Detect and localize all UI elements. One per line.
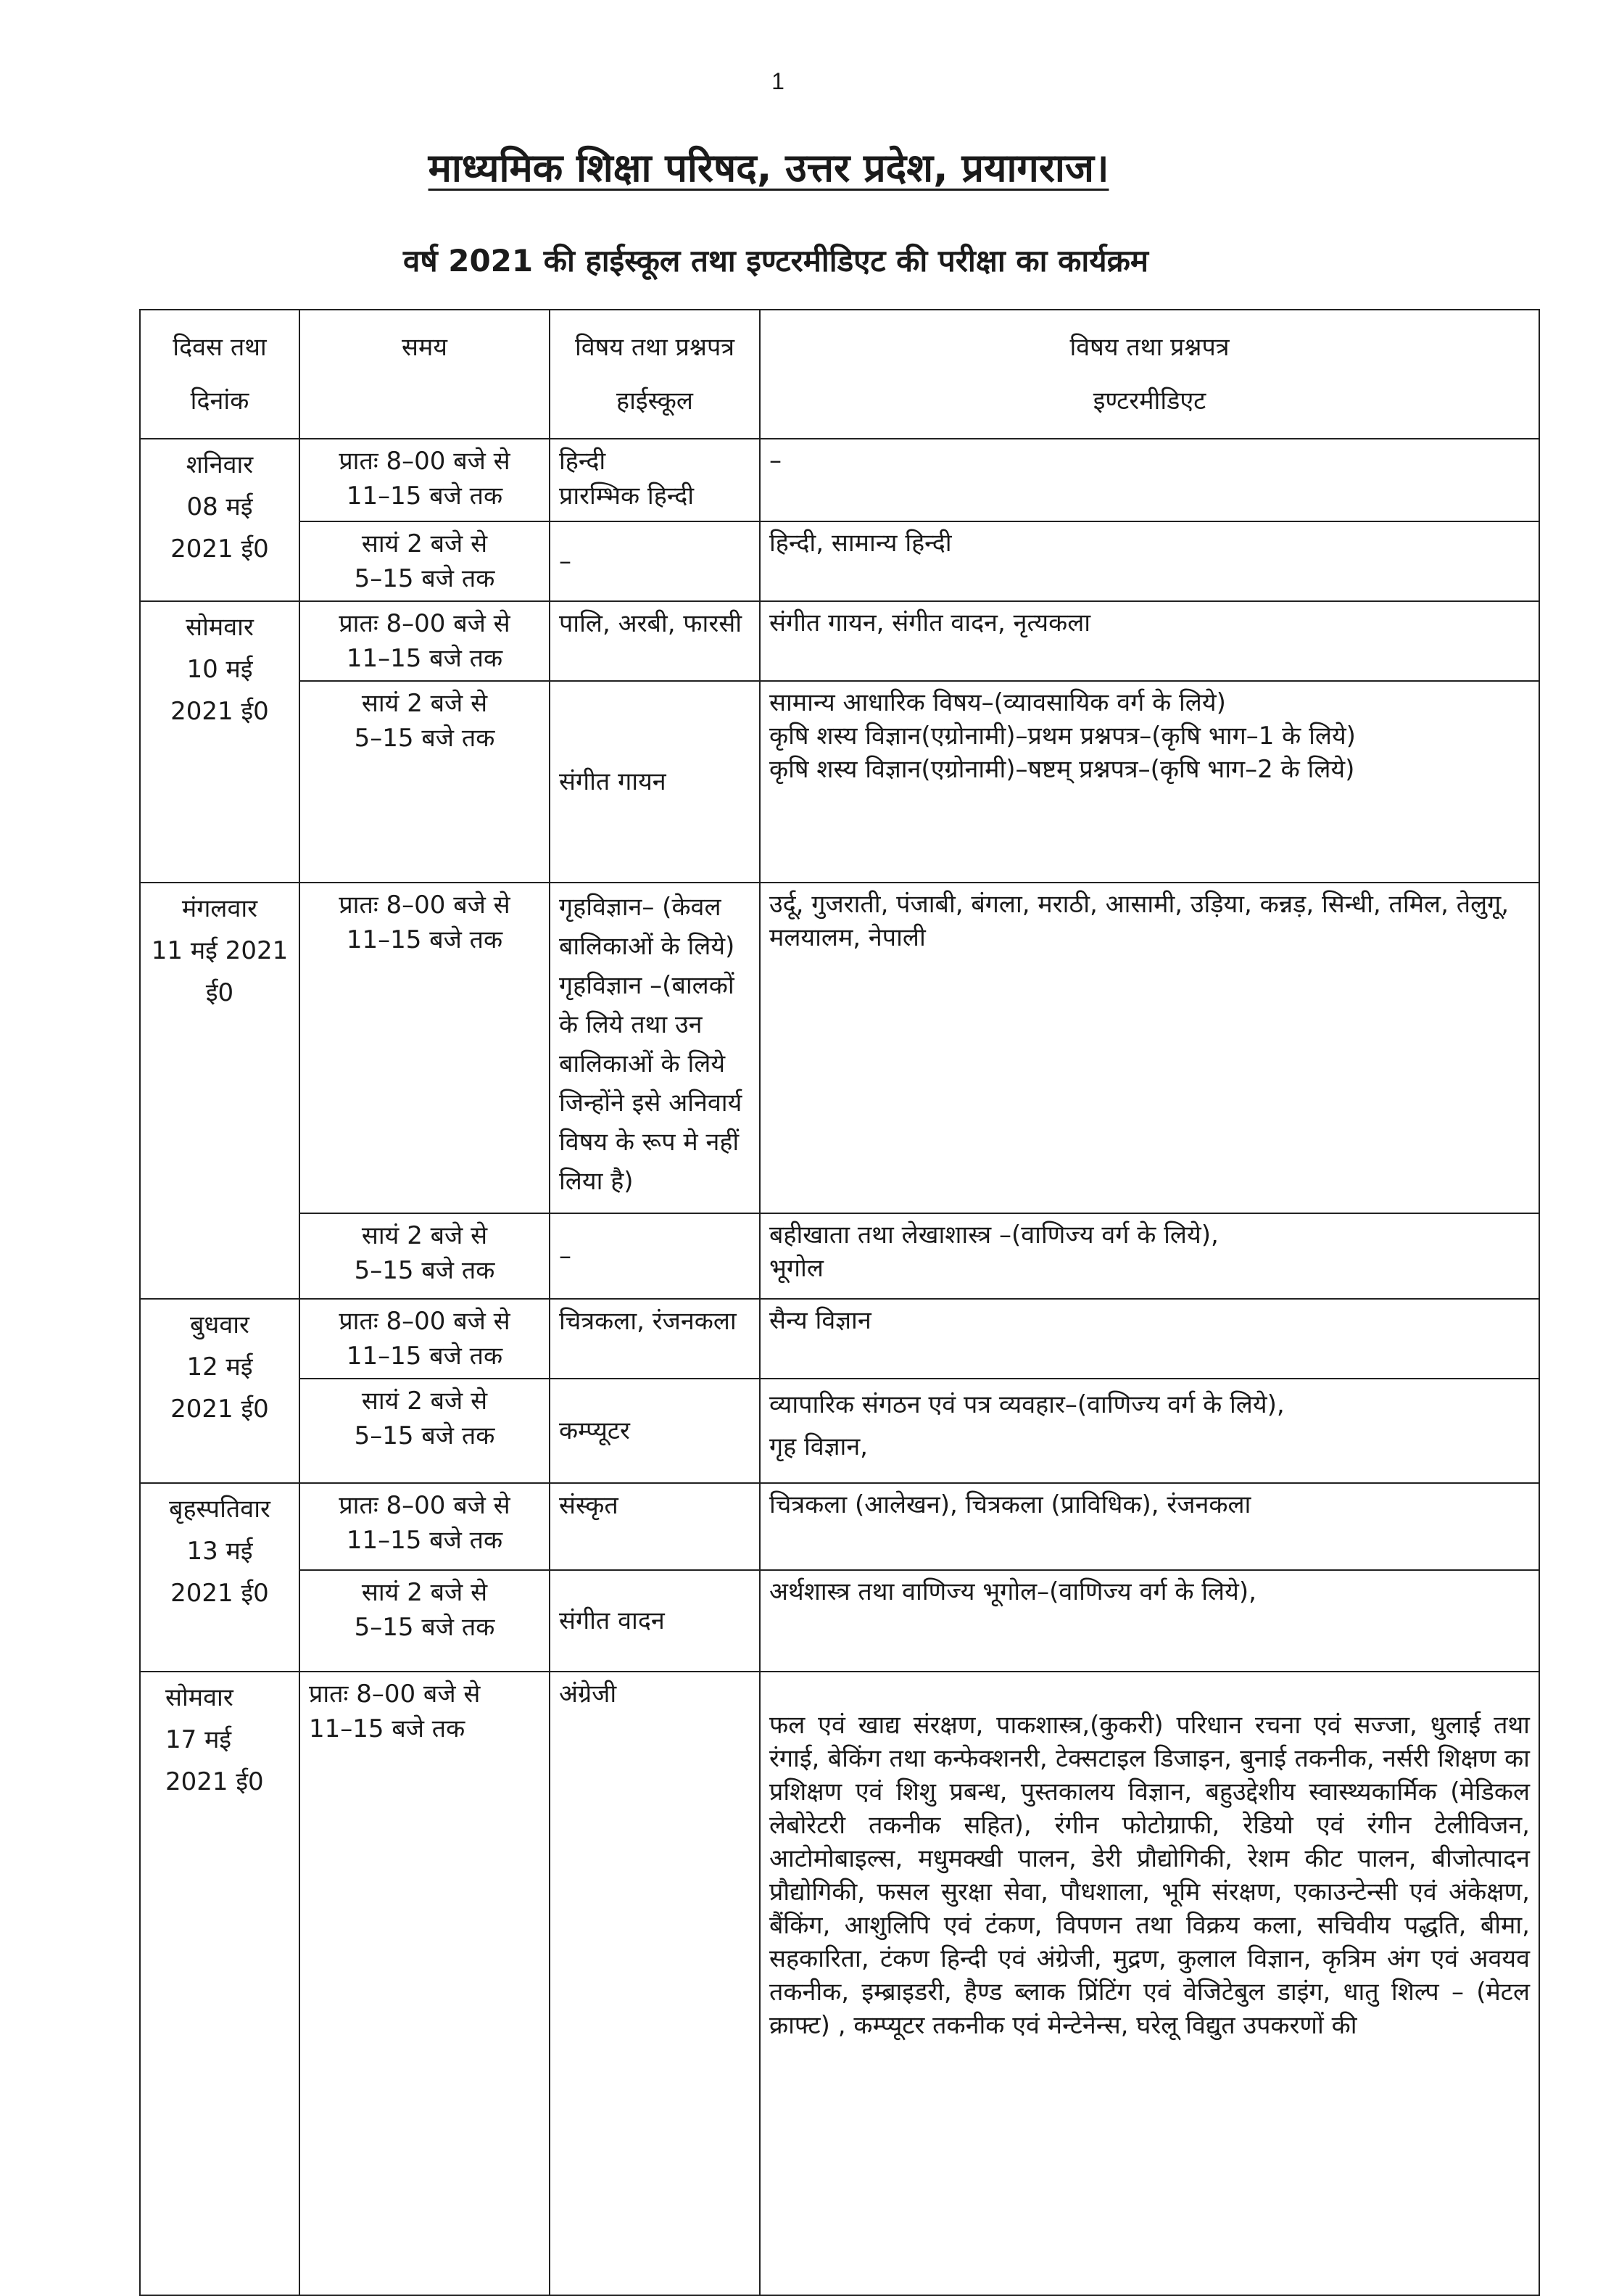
- table-row: [140, 439, 1539, 521]
- table-row: [140, 883, 1539, 1213]
- header-intermediate: विषय तथा प्रश्नपत्र इण्टरमीडिएट: [760, 310, 1539, 439]
- highschool-cell: अंग्रेजी: [550, 1672, 760, 2295]
- time-cell: प्रातः 8–00 बजे से 11–15 बजे तक: [299, 439, 550, 521]
- time-cell: प्रातः 8–00 बजे से 11–15 बजे तक: [299, 1299, 550, 1379]
- table-row: [140, 601, 1539, 681]
- time-cell: प्रातः 8–00 बजे से 11–15 बजे तक: [299, 1672, 550, 2295]
- page-title: माध्यमिक शिक्षा परिषद, उत्तर प्रदेश, प्रयागराज।: [428, 145, 1109, 191]
- table-row: [140, 681, 1539, 883]
- page-number: 1: [771, 68, 784, 94]
- time-cell: सायं 2 बजे से 5–15 बजे तक: [299, 681, 550, 883]
- table-row: [140, 1672, 1539, 2295]
- intermediate-cell: फल एवं खाद्य संरक्षण, पाकशास्त्र,(कुकरी) परिधान रचना एवं सज्जा, धुलाई तथा रंगाई, बेकिंग तथा कन्फेक्शनरी, टेक्सटाइल डिजाइन, बुनाई तकनीक, नर्सरी शिक्षण का प्रशिक्षण एवं शिशु प्रबन्ध, पुस्तकालय विज्ञान, बहुउद्देशीय स्वास्थ्यकार्मिक (मेडिकल लेबोरेटरी तकनीक सहित), रंगीन फोटोग्राफी, रेडियो एवं रंगीन टेलीविजन, आटोमोबाइल्स, मधुमक्खी पालन, डेरी प्रौद्योगिकी, रेशम कीट पालन, बीजोत्पादन प्रौद्योगिकी, फसल सुरक्षा सेवा, पौधशाला, भूमि संरक्षण, एकाउन्टेन्सी एवं अंकेक्षण, बैंकिंग, आशुलिपि एवं टंकण, विपणन तथा विक्रय कला, सचिवीय पद्धति, बीमा, सहकारिता, टंकण हिन्दी एवं अंग्रेजी, मुद्रण, कुलाल विज्ञान, कृत्रिम अंग एवं अवयव तकनीक, इम्ब्राइडरी, हैण्ड ब्लाक प्रिंटिंग एवं वेजिटेबुल डाइंग, धातु शिल्प – (मेटल क्राफ्ट) , कम्प्यूटर तकनीक एवं मेन्टेनेन्स, घरेलू विद्युत उपकरणों की: [760, 1672, 1539, 2295]
- time-cell: सायं 2 बजे से 5–15 बजे तक: [299, 1570, 550, 1672]
- intermediate-cell: व्यापारिक संगठन एवं पत्र व्यवहार–(वाणिज्य वर्ग के लिये), गृह विज्ञान,: [760, 1379, 1539, 1483]
- intermediate-cell: हिन्दी, सामान्य हिन्दी: [760, 521, 1539, 601]
- intermediate-cell: संगीत गायन, संगीत वादन, नृत्यकला: [760, 601, 1539, 681]
- day-cell: बृहस्पतिवार 13 मई 2021 ई0: [140, 1483, 299, 1672]
- highschool-cell: संस्कृत: [550, 1483, 760, 1570]
- header-highschool: विषय तथा प्रश्नपत्र हाईस्कूल: [550, 310, 760, 439]
- day-cell: सोमवार 10 मई 2021 ई0: [140, 601, 299, 883]
- table-row: [140, 1483, 1539, 1570]
- highschool-cell: –: [550, 1213, 760, 1299]
- table-row: [140, 1213, 1539, 1299]
- highschool-cell: –: [550, 521, 760, 601]
- time-cell: प्रातः 8–00 बजे से 11–15 बजे तक: [299, 883, 550, 1213]
- table-header-row: [140, 310, 1539, 439]
- highschool-cell: चित्रकला, रंजनकला: [550, 1299, 760, 1379]
- intermediate-cell: उर्दू, गुजराती, पंजाबी, बंगला, मराठी, आसामी, उड़िया, कन्नड़, सिन्धी, तमिल, तेलुगू, मलयालम, नेपाली: [760, 883, 1539, 1213]
- page-subtitle: वर्ष 2021 की हाईस्कूल तथा इण्टरमीडिएट की परीक्षा का कार्यक्रम: [402, 243, 1148, 278]
- table-row: [140, 1299, 1539, 1379]
- highschool-cell: कम्प्यूटर: [550, 1379, 760, 1483]
- time-cell: प्रातः 8–00 बजे से 11–15 बजे तक: [299, 601, 550, 681]
- highschool-cell: हिन्दी प्रारम्भिक हिन्दी: [550, 439, 760, 521]
- intermediate-cell: सैन्य विज्ञान: [760, 1299, 1539, 1379]
- table-row: [140, 1570, 1539, 1672]
- time-cell: सायं 2 बजे से 5–15 बजे तक: [299, 1379, 550, 1483]
- table-row: [140, 521, 1539, 601]
- time-cell: सायं 2 बजे से 5–15 बजे तक: [299, 521, 550, 601]
- day-cell: शनिवार 08 मई 2021 ई0: [140, 439, 299, 601]
- header-day-date: दिवस तथा दिनांक: [140, 310, 299, 439]
- day-cell: मंगलवार 11 मई 2021 ई0: [140, 883, 299, 1299]
- intermediate-cell: बहीखाता तथा लेखाशास्त्र –(वाणिज्य वर्ग के लिये), भूगोल: [760, 1213, 1539, 1299]
- intermediate-cell: चित्रकला (आलेखन), चित्रकला (प्राविधिक), रंजनकला: [760, 1483, 1539, 1570]
- day-cell: सोमवार 17 मई 2021 ई0: [140, 1672, 299, 2295]
- table-row: [140, 1379, 1539, 1483]
- highschool-cell: संगीत गायन: [550, 681, 760, 883]
- header-time: समय: [299, 310, 550, 439]
- intermediate-cell: –: [760, 439, 1539, 521]
- time-cell: सायं 2 बजे से 5–15 बजे तक: [299, 1213, 550, 1299]
- time-cell: प्रातः 8–00 बजे से 11–15 बजे तक: [299, 1483, 550, 1570]
- highschool-cell: पालि, अरबी, फारसी: [550, 601, 760, 681]
- highschool-cell: गृहविज्ञान– (केवल बालिकाओं के लिये) गृहविज्ञान –(बालकों के लिये तथा उन बालिकाओं के लिये जिन्होंने इसे अनिवार्य विषय के रूप मे नहीं लिया है): [550, 883, 760, 1213]
- exam-schedule-table: [139, 309, 1540, 2296]
- intermediate-cell: अर्थशास्त्र तथा वाणिज्य भूगोल–(वाणिज्य वर्ग के लिये),: [760, 1570, 1539, 1672]
- intermediate-cell: सामान्य आधारिक विषय–(व्यावसायिक वर्ग के लिये) कृषि शस्य विज्ञान(एग्रोनामी)–प्रथम प्रश्नपत्र–(कृषि भाग–1 के लिये) कृषि शस्य विज्ञान(एग्रोनामी)–षष्टम् प्रश्नपत्र–(कृषि भाग–2 के लिये): [760, 681, 1539, 883]
- highschool-cell: संगीत वादन: [550, 1570, 760, 1672]
- day-cell: बुधवार 12 मई 2021 ई0: [140, 1299, 299, 1483]
